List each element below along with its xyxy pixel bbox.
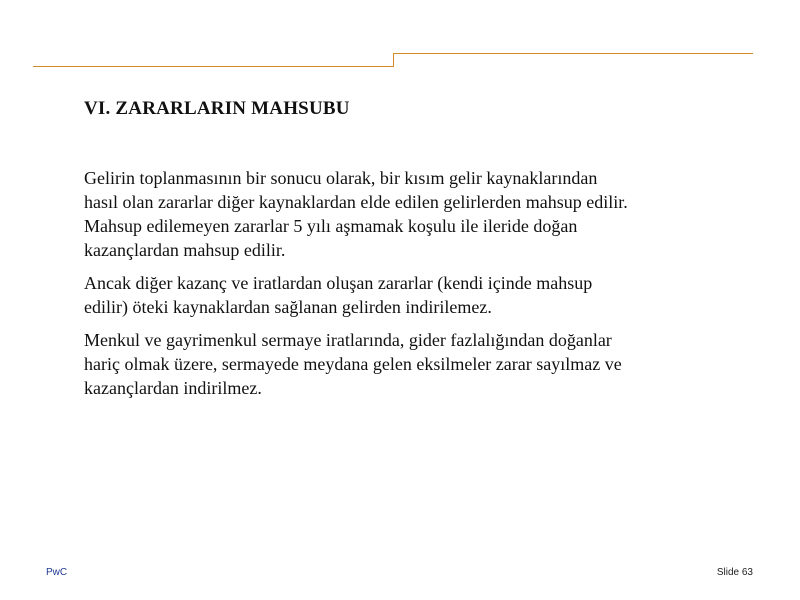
header-rule-step xyxy=(393,53,394,67)
footer-brand: PwC xyxy=(46,567,68,578)
paragraph-line: kazançlardan mahsup edilir. xyxy=(84,240,286,260)
paragraph-line: hasıl olan zararlar diğer kaynaklardan elde edilen gelirlerden mahsup edilir. xyxy=(84,192,628,212)
slide-title: VI. ZARARLARIN MAHSUBU xyxy=(84,98,350,119)
paragraph-line: kazançlardan indirilmez. xyxy=(84,378,262,398)
paragraph-line: Mahsup edilemeyen zararlar 5 yılı aşmamak koşulu ile ileride doğan xyxy=(84,216,578,236)
header-rule-right xyxy=(393,53,753,54)
paragraph-line: Gelirin toplanmasının bir sonucu olarak, bir kısım gelir kaynaklarından xyxy=(84,168,598,188)
slide-number: Slide 63 xyxy=(716,567,753,578)
paragraph-line: Ancak diğer kazanç ve iratlardan oluşan zararlar (kendi içinde mahsup xyxy=(84,273,593,293)
paragraph-2 xyxy=(84,271,774,319)
paragraph-3 xyxy=(84,328,774,400)
paragraph-line: edilir) öteki kaynaklardan sağlanan gelirden indirilemez. xyxy=(84,297,492,317)
paragraph-line: hariç olmak üzere, sermayede meydana gelen eksilmeler zarar sayılmaz ve xyxy=(84,354,622,374)
paragraph-1 xyxy=(84,166,774,262)
slide-body xyxy=(84,166,774,409)
header-rule-left xyxy=(33,66,394,67)
paragraph-line: Menkul ve gayrimenkul sermaye iratlarında, gider fazlalığından doğanlar xyxy=(84,330,612,350)
